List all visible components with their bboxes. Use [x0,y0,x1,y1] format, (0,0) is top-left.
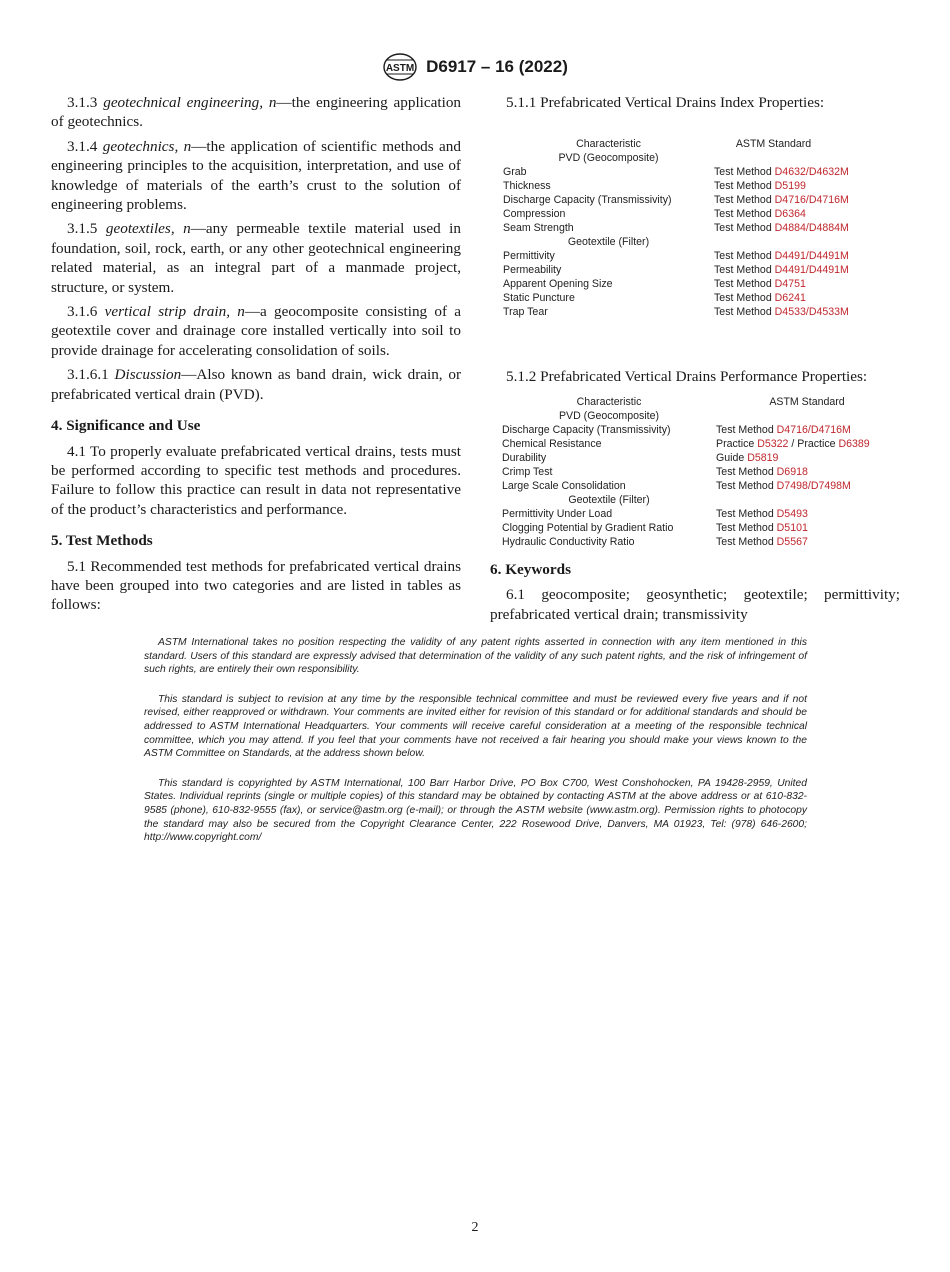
right-column [490,93,900,629]
standard-cell: Test Method D5199 [714,180,806,193]
standard-link[interactable]: D5101 [776,521,808,534]
table-row [502,479,898,493]
table-row [503,277,893,291]
table-row [503,179,893,193]
standard-cell: Test Method D6918 [716,465,808,478]
paragraph-5-1: 5.1 Recommended test methods for prefabricated vertical drains have been grouped into two categories and are listed in tables as follows: [51,557,461,614]
patent-notice: ASTM International takes no position respecting the validity of any patent rights asserted in connection with any item mentioned in this standard. Users of this standard are expressly advised that determination of the validity of any such patent rights, and the risk of infringement of such rights, are entirely their own responsibility. [144,637,807,676]
standard-cell: Test Method D6364 [714,208,806,221]
standard-link[interactable]: D4884/D4884M [774,222,849,235]
standard-link[interactable]: D4491/D4491M [774,264,849,277]
page-header [0,52,950,87]
page-number: 2 [471,1220,479,1235]
section-6-heading: 6. Keywords [490,560,571,578]
left-column [51,93,461,620]
characteristic-cell: Grab [503,166,527,179]
table-group-header: Geotextile (Filter) [567,236,650,249]
characteristic-cell: Apparent Opening Size [503,278,613,291]
standard-cell: Test Method D4751 [714,278,806,291]
table-row [502,437,898,451]
characteristic-cell: Seam Strength [503,222,574,235]
definition-3-1-5: 3.1.5 geotextiles, n—any permeable textile material used in foundation, soil, rock, earth, or any other geotechnical engineering related material, as an integral part of a manmade project, structure, or system. [51,220,461,296]
characteristic-cell: Durability [502,451,547,464]
table-row [503,249,893,263]
definition-3-1-4: 3.1.4 geotechnics, n—the application of scientific methods and engineering principles to the acquisition, interpretation, and use of knowledge of materials of the earth’s crust to the solution of engineering problems. [51,137,461,214]
characteristic-cell: Permittivity [503,250,555,263]
table-row [503,305,893,319]
standard-link[interactable]: D4716/D4716M [776,423,851,436]
table-group-header: Geotextile (Filter) [568,493,650,506]
standard-link[interactable]: D5322 [757,437,789,450]
standard-cell: Practice D5322 / Practice D6389 [716,437,870,450]
characteristic-cell: Permeability [503,264,562,277]
standard-link[interactable]: D7498/D7498M [776,479,851,492]
table-row [503,291,893,305]
standard-cell: Test Method D4533/D4533M [714,306,849,319]
table-row [502,451,898,465]
index-properties-table [503,137,893,319]
standard-link[interactable]: D4751 [774,278,806,291]
performance-properties-title: 5.1.2 Prefabricated Vertical Drains Performance Properties: [506,368,868,386]
standard-cell: Test Method D5101 [716,521,808,534]
revision-notice: This standard is subject to revision at any time by the responsible technical committee and must be reviewed every five years and if not revised, either reapproved or withdrawn. Your comments are invited either for revision of this standard or for additional standards and should be addressed to ASTM International Headquarters. Your comments will receive careful consideration at a meeting of the responsible technical committee, which you may attend. If you feel that your comments have not received a fair hearing you should make your views known to the ASTM Committee on Standards, at the address shown below. [144,693,807,760]
standard-cell: Test Method D4491/D4491M [714,250,849,263]
standard-link[interactable]: D6389 [838,437,870,450]
characteristic-cell: Permittivity Under Load [502,507,613,520]
standard-link[interactable]: D5819 [747,451,779,464]
standard-link[interactable]: D6241 [774,292,806,305]
characteristic-cell: Discharge Capacity (Transmissivity) [502,423,671,436]
table-row [503,193,893,207]
svg-text:ASTM: ASTM [385,63,415,74]
table-row [503,207,893,221]
standard-link[interactable]: D5567 [776,535,808,548]
performance-properties-table [502,395,898,549]
section-4-heading: 4. Significance and Use [51,417,201,435]
standard-cell: Test Method D5567 [716,535,808,548]
standard-cell: Test Method D4716/D4716M [716,423,851,436]
characteristic-cell: Compression [503,208,566,221]
characteristic-cell: Clogging Potential by Gradient Ratio [502,521,674,534]
characteristic-cell: Thickness [503,180,551,193]
index-properties-title: 5.1.1 Prefabricated Vertical Drains Index Properties: [506,94,825,111]
discussion-3-1-6-1: 3.1.6.1 Discussion—Also known as band drain, wick drain, or prefabricated vertical drain (PVD). [51,366,461,403]
table-row [503,221,893,235]
standard-cell: Test Method D4716/D4716M [714,194,849,207]
table-group-header: PVD (Geocomposite) [558,152,659,165]
table-row [502,507,898,521]
paragraph-4-1: 4.1 To properly evaluate prefabricated vertical drains, tests must be performed according to specific test methods and procedures. Failure to follow this practice can result in data not representative of the product’s characteristics and performance. [51,442,461,518]
table-row [502,521,898,535]
table-header: Characteristic ASTM Standard [576,395,845,408]
standard-cell: Guide D5819 [716,451,779,464]
characteristic-cell: Trap Tear [503,306,548,319]
legal-notices [144,636,807,861]
definition-3-1-3: 3.1.3 geotechnical engineering, n—the engineering application of geotechnics. [51,94,462,131]
standard-link[interactable]: D6918 [776,465,808,478]
definition-3-1-6: 3.1.6 vertical strip drain, n—a geocomposite consisting of a geotextile cover and drainage core installed vertically into soil to provide drainage for accelerating consolidation of soils. [51,303,461,359]
table-row [502,423,898,437]
table-header: Characteristic ASTM Standard [576,138,812,151]
standard-link[interactable]: D4632/D4632M [774,166,849,179]
table-row [503,263,893,277]
paragraph-6-1: 6.1 geocomposite; geosynthetic; geotextile; permittivity; prefabricated vertical drain; transmissivity [490,586,900,623]
standard-cell: Test Method D4884/D4884M [714,222,849,235]
standard-link[interactable]: D4491/D4491M [774,250,849,263]
table-row [502,535,898,549]
characteristic-cell: Hydraulic Conductivity Ratio [502,535,635,548]
characteristic-cell: Chemical Resistance [502,437,602,450]
standard-link[interactable]: D6364 [774,208,806,221]
characteristic-cell: Crimp Test [502,465,553,478]
table-row [502,465,898,479]
standard-cell: Test Method D4632/D4632M [714,166,849,179]
standard-link[interactable]: D4533/D4533M [774,306,849,319]
characteristic-cell: Large Scale Consolidation [502,479,626,492]
copyright-notice: This standard is copyrighted by ASTM International, 100 Barr Harbor Drive, PO Box C700, West Conshohocken, PA 19428-2959, United States. Individual reprints (single or multiple copies) of this standard may be obtained by contacting ASTM at the above address or at 610-832-9585 (phone), 610-832-9555 (fax), or service@astm.org (e-mail); or through the ASTM website (www.astm.org). Permission rights to photocopy the standard may also be secured from the Copyright Clearance Center, 222 Rosewood Drive, Danvers, MA 01923, Tel: (978) 646-2600; http://www.copyright.com/ [144,777,807,844]
section-5-heading: 5. Test Methods [51,532,153,550]
standard-link[interactable]: D5199 [774,180,806,193]
standard-cell: Test Method D7498/D7498M [716,479,851,492]
standard-cell: Test Method D5493 [716,507,808,520]
standard-link[interactable]: D5493 [776,507,808,520]
characteristic-cell: Discharge Capacity (Transmissivity) [503,194,672,207]
document-designation: D6917 – 16 (2022) [426,57,568,76]
table-group-header: PVD (Geocomposite) [558,409,660,422]
standard-cell: Test Method D4491/D4491M [714,264,849,277]
standard-link[interactable]: D4716/D4716M [774,194,849,207]
table-row [503,165,893,179]
astm-logo-icon [382,52,418,82]
standard-cell: Test Method D6241 [714,292,806,305]
characteristic-cell: Static Puncture [503,292,575,305]
